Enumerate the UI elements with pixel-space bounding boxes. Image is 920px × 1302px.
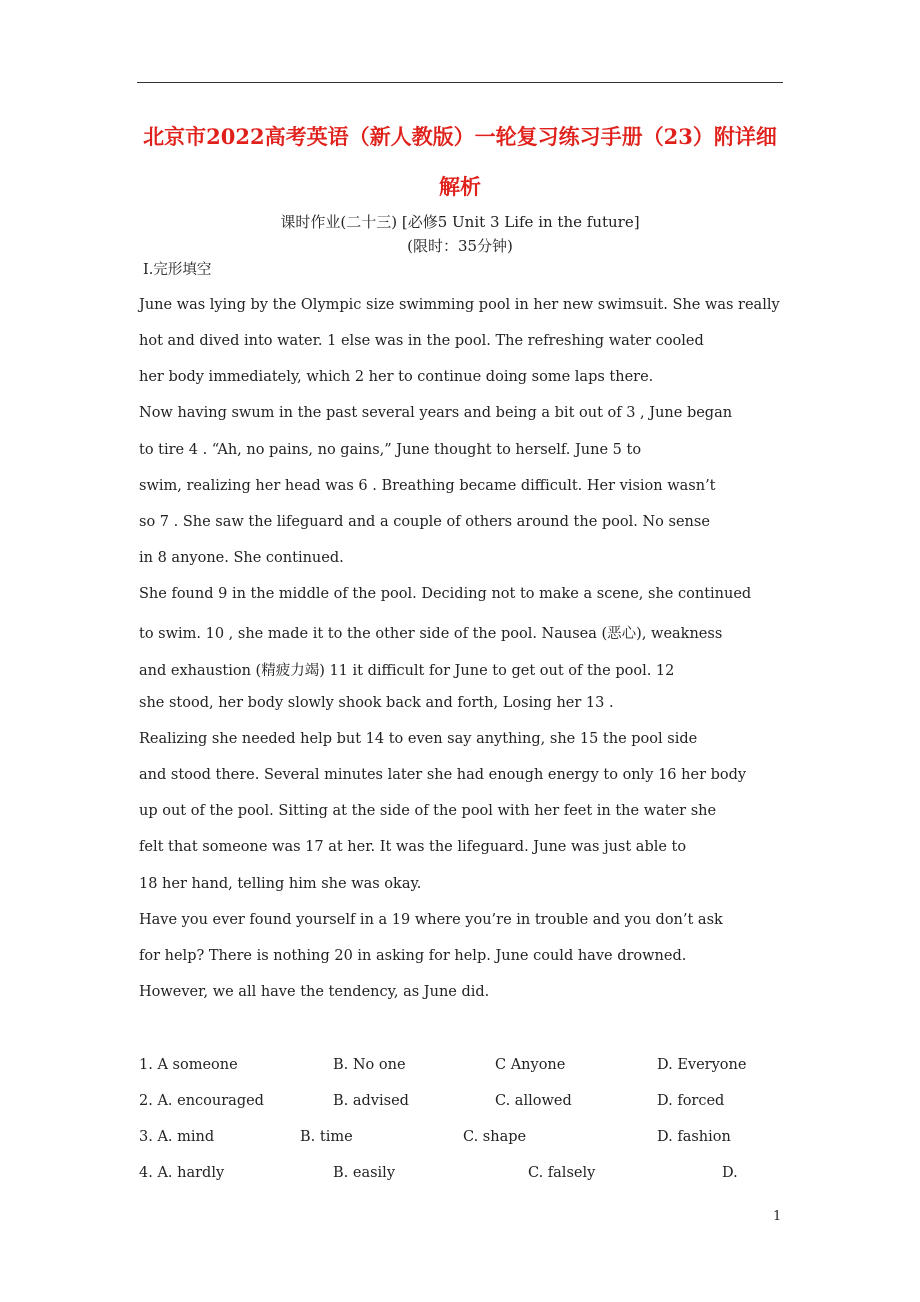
option-text: B. time [300,1129,353,1145]
header-rule [137,82,783,83]
passage-line: Now having swum in the past several years and being a bit out of 3 , June began [139,405,733,421]
passage-line: June was lying by the Olympic size swimming pool in her new swimsuit. She was really [139,297,780,313]
passage-line: However, we all have the tendency, as June did. [139,984,490,1000]
passage-line: to tire 4 . “Ah, no pains, no gains,” June thought to herself. June 5 to [139,442,642,458]
passage-line: hot and dived into water. 1 else was in the pool. The refreshing water cooled [139,333,704,349]
page-number: 1 [773,1209,782,1224]
option-text: B. advised [333,1093,409,1109]
passage-line: She found 9 in the middle of the pool. Deciding not to make a scene, she continued [139,586,752,602]
passage-line: Have you ever found yourself in a 19 where you’re in trouble and you don’t ask [139,912,723,928]
option-text: C. shape [463,1129,527,1145]
option-text: D. Everyone [657,1057,747,1073]
document-title-line-2: 解析 [439,174,481,199]
option-text: D. fashion [657,1129,731,1145]
passage-line: in 8 anyone. She continued. [139,550,344,566]
document-title-line-1: 北京市2022高考英语（新人教版）一轮复习练习手册（23）附详细 [143,124,777,149]
option-text: D. forced [657,1093,725,1109]
passage-line: she stood, her body slowly shook back and forth, Losing her 13 . [139,695,614,711]
passage-line: to swim. 10 , she made it to the other side of the pool. Nausea (恶心), weakness [139,626,723,642]
lesson-subtitle: 课时作业(二十三) [必修5 Unit 3 Life in the future] [280,213,640,231]
option-text: B. easily [333,1165,396,1181]
passage-line: Realizing she needed help but 14 to even say anything, she 15 the pool side [139,731,698,747]
option-text: 4. A. hardly [139,1165,225,1181]
option-text: C. falsely [528,1165,596,1181]
passage-line: and stood there. Several minutes later she had enough energy to only 16 her body [139,767,747,783]
time-limit: (限时：35分钟) [407,237,513,255]
passage-line: and exhaustion (精疲力竭) 11 it difficult for June to get out of the pool. 12 [139,663,675,679]
passage-line: swim, realizing her head was 6 . Breathing became difficult. Her vision wasn’t [139,478,716,494]
passage-line: so 7 . She saw the lifeguard and a couple of others around the pool. No sense [139,514,710,530]
option-text: B. No one [333,1057,406,1073]
option-text: C Anyone [495,1057,566,1073]
passage-line: her body immediately, which 2 her to continue doing some laps there. [139,369,654,385]
passage-line: 18 her hand, telling him she was okay. [139,876,422,892]
option-text: 3. A. mind [139,1129,215,1145]
section-heading: Ⅰ.完形填空 [143,262,212,278]
passage-line: felt that someone was 17 at her. It was the lifeguard. June was just able to [139,839,687,855]
option-text: C. allowed [495,1093,572,1109]
option-text: D. [722,1165,738,1181]
passage-line: for help? There is nothing 20 in asking for help. June could have drowned. [139,948,687,964]
option-text: 2. A. encouraged [139,1093,264,1109]
passage-line: up out of the pool. Sitting at the side of the pool with her feet in the water she [139,803,717,819]
option-text: 1. A someone [139,1057,238,1073]
